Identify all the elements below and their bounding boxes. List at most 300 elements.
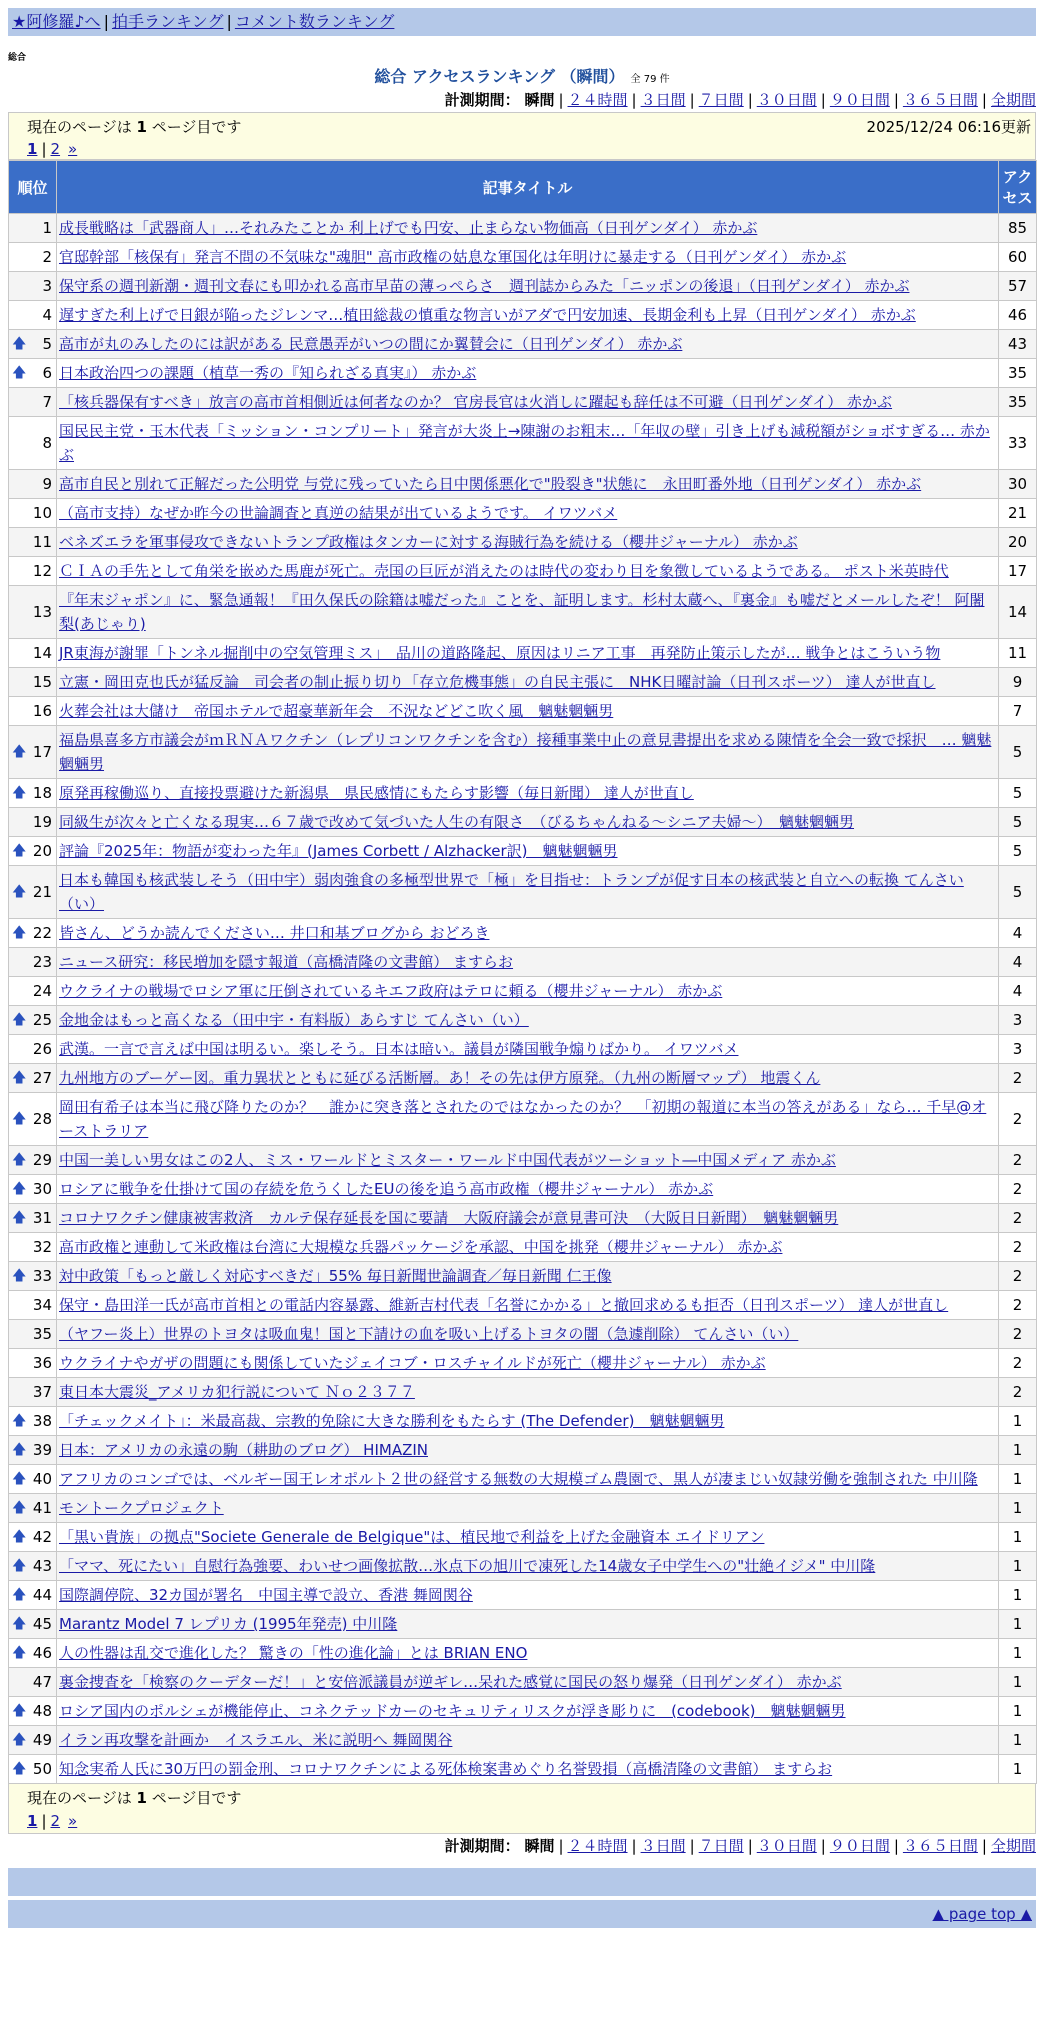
table-row xyxy=(9,726,1037,779)
table-row xyxy=(9,1610,1037,1639)
article-title-link[interactable]: 国民民主党・玉木代表「ミッション・コンプリート」発言が大炎上→陳謝のお粗末…「年収の壁」引き上げも減税額がショボすぎる… 赤かぶ xyxy=(59,422,990,464)
table-row xyxy=(9,1523,1037,1552)
rank-number: 3 xyxy=(42,277,52,295)
rank-number: 19 xyxy=(32,813,52,831)
access-count: 11 xyxy=(999,639,1037,668)
access-count: 2 xyxy=(999,1175,1037,1204)
rank-cell xyxy=(9,808,57,837)
title-cell xyxy=(57,1064,999,1093)
category-label: 総合 xyxy=(8,53,27,63)
article-title-link[interactable]: 評論『2025年：物語が変わった年』(James Corbett / Alzhacker訳) 魑魅魍魎男 xyxy=(59,842,618,860)
access-count: 2 xyxy=(999,1204,1037,1233)
rank-number: 11 xyxy=(32,533,52,551)
rank-number: 47 xyxy=(32,1673,52,1691)
rank-number: 27 xyxy=(32,1069,52,1087)
period-current: 瞬間 xyxy=(524,1837,555,1855)
rank-number: 32 xyxy=(32,1238,52,1256)
title-cell xyxy=(57,1407,999,1436)
table-row xyxy=(9,1064,1037,1093)
rank-up-arrow-icon: 🡅 xyxy=(12,1616,27,1632)
rank-cell xyxy=(9,1494,57,1523)
title-cell xyxy=(57,919,999,948)
article-title-link[interactable]: 人の性器は乱交で進化した？ 驚きの「性の進化論」とは BRIAN ENO xyxy=(59,1644,528,1662)
table-row xyxy=(9,1726,1037,1755)
period-link-7d[interactable]: ７日間 xyxy=(698,91,744,109)
access-count: 2 xyxy=(999,1349,1037,1378)
article-title-link[interactable]: 「ママ、死にたい」自慰行為強要、わいせつ画像拡散…氷点下の旭川で凍死した14歳女子中学生への"壮絶イジメ" 中川隆 xyxy=(59,1557,876,1575)
rank-number: 6 xyxy=(42,364,52,382)
table-row xyxy=(9,1175,1037,1204)
access-count: 57 xyxy=(999,272,1037,301)
title-cell xyxy=(57,1006,999,1035)
header-rank: 順位 xyxy=(9,161,57,214)
period-link-30d[interactable]: ３０日間 xyxy=(756,91,817,109)
access-count: 1 xyxy=(999,1494,1037,1523)
access-count: 1 xyxy=(999,1523,1037,1552)
rank-cell xyxy=(9,1407,57,1436)
period-label: 計測期間： xyxy=(444,91,520,109)
page-top-bar xyxy=(8,1900,1036,1928)
table-row xyxy=(9,557,1037,586)
rank-cell xyxy=(9,726,57,779)
rank-number: 34 xyxy=(32,1296,52,1314)
table-row xyxy=(9,301,1037,330)
nav-link-asyura[interactable]: ★阿修羅♪へ xyxy=(12,12,101,31)
header-title: 記事タイトル xyxy=(57,161,999,214)
article-title-link[interactable]: コロナワクチン健康被害救済 カルテ保存延長を国に要請 大阪府議会が意見書可決 （大阪日日新聞） 魑魅魍魎男 xyxy=(59,1209,839,1227)
period-link-7d[interactable]: ７日間 xyxy=(698,1837,744,1855)
title-cell xyxy=(57,866,999,919)
article-title-link[interactable]: 立憲・岡田克也氏が猛反論 司会者の制止振り切り「存立危機事態」の自民主張に NHK日曜討論（日刊スポーツ） 達人が世直し xyxy=(59,673,936,691)
title-cell xyxy=(57,779,999,808)
access-count: 30 xyxy=(999,470,1037,499)
page-info-top xyxy=(8,112,1036,160)
rank-cell xyxy=(9,1175,57,1204)
pager-top: 1 | 2 » xyxy=(27,140,78,158)
rank-cell xyxy=(9,668,57,697)
title-cell xyxy=(57,470,999,499)
article-title-link[interactable]: 皆さん、どうか読んでください… 井口和基ブログから おどろき xyxy=(59,924,490,942)
rank-cell xyxy=(9,1204,57,1233)
pager-next[interactable]: » xyxy=(68,1812,78,1830)
article-title-link[interactable]: 火葬会社は大儲け 帝国ホテルで超豪華新年会 不況などどこ吹く風 魑魅魍魎男 xyxy=(59,702,614,720)
rank-number: 15 xyxy=(32,673,52,691)
title-cell xyxy=(57,330,999,359)
article-title-link[interactable]: 「チェックメイト」：米最高裁、宗教的免除に大きな勝利をもたらす (The Defender) 魑魅魍魎男 xyxy=(59,1412,725,1430)
table-row xyxy=(9,272,1037,301)
article-title-link[interactable]: 「核兵器保有すべき」放言の高市首相側近は何者なのか？ 官房長官は火消しに躍起も辞任は不可避（日刊ゲンダイ） 赤かぶ xyxy=(59,393,893,411)
table-row xyxy=(9,1697,1037,1726)
table-row xyxy=(9,1755,1037,1784)
access-count: 35 xyxy=(999,388,1037,417)
article-title-link[interactable]: 九州地方のブーゲー図。重力異状とともに延びる活断層。あ！その先は伊方原発。（九州の断層マップ） 地震くん xyxy=(59,1069,821,1087)
article-title-link[interactable]: 遅すぎた利上げで日銀が陥ったジレンマ…植田総裁の慎重な物言いがアダで円安加速、長期金利も上昇（日刊ゲンダイ） 赤かぶ xyxy=(59,306,916,324)
table-row xyxy=(9,697,1037,726)
table-row xyxy=(9,1436,1037,1465)
article-title-link[interactable]: 知念実希人氏に30万円の罰金刑、コロナワクチンによる死体検案書めぐり名誉毀損（高橋清隆の文書館） ますらお xyxy=(59,1760,833,1778)
access-count: 14 xyxy=(999,586,1037,639)
article-title-link[interactable]: ロシア国内のポルシェが機能停止、コネクテッドカーのセキュリティリスクが浮き彫りに (codebook) 魑魅魍魎男 xyxy=(59,1702,846,1720)
article-title-link[interactable]: 日本：アメリカの永遠の駒（耕助のブログ） HIMAZIN xyxy=(59,1441,428,1459)
period-link-90d[interactable]: ９０日間 xyxy=(829,91,890,109)
rank-up-arrow-icon: 🡅 xyxy=(12,785,27,801)
access-count: 4 xyxy=(999,948,1037,977)
pager-page-2[interactable]: 2 xyxy=(50,1812,61,1830)
rank-number: 7 xyxy=(42,393,52,411)
table-row xyxy=(9,1233,1037,1262)
table-row xyxy=(9,668,1037,697)
access-count: 4 xyxy=(999,919,1037,948)
access-count: 1 xyxy=(999,1639,1037,1668)
rank-number: 13 xyxy=(32,603,52,621)
rank-number: 24 xyxy=(32,982,52,1000)
table-row xyxy=(9,1291,1037,1320)
article-title-link[interactable]: 東日本大震災_アメリカ犯行説について Ｎｏ２３７７ xyxy=(59,1383,415,1401)
title-cell xyxy=(57,1378,999,1407)
rank-number: 23 xyxy=(32,953,52,971)
rank-up-arrow-icon: 🡅 xyxy=(12,1558,27,1574)
access-count: 5 xyxy=(999,808,1037,837)
table-row xyxy=(9,1494,1037,1523)
period-link-30d[interactable]: ３０日間 xyxy=(756,1837,817,1855)
rank-up-arrow-icon: 🡅 xyxy=(12,1111,27,1127)
article-title-link[interactable]: （ヤフー炎上）世界のトヨタは吸血鬼！国と下請けの血を吸い上げるトヨタの闇（急遽削除） てんさい（い） xyxy=(59,1325,799,1343)
period-label: 計測期間： xyxy=(444,1837,520,1855)
rank-number: 10 xyxy=(32,504,52,522)
rank-cell xyxy=(9,1006,57,1035)
table-row xyxy=(9,1146,1037,1175)
period-link-365d[interactable]: ３６５日間 xyxy=(902,91,978,109)
table-row xyxy=(9,330,1037,359)
rank-cell xyxy=(9,977,57,1006)
article-title-link[interactable]: 原発再稼働巡り、直接投票避けた新潟県 県民感情にもたらす影響（毎日新聞） 達人が世直し xyxy=(59,784,694,802)
title-cell xyxy=(57,1146,999,1175)
nav-link-comment-ranking[interactable]: コメント数ランキング xyxy=(234,12,395,31)
rank-cell xyxy=(9,919,57,948)
page-top-link[interactable]: ▲ page top ▲ xyxy=(932,1905,1032,1923)
rank-cell xyxy=(9,528,57,557)
period-selector-bottom: 計測期間： 瞬間 | ２４時間 | ３日間 | ７日間 | ３０日間 | ９０日間 | ３６５日間 | 全期間 xyxy=(444,1837,1036,1855)
title-cell xyxy=(57,1093,999,1146)
title-cell xyxy=(57,388,999,417)
table-row xyxy=(9,499,1037,528)
table-row xyxy=(9,388,1037,417)
rank-cell xyxy=(9,586,57,639)
article-title-link[interactable]: 官邸幹部「核保有」発言不問の不気味な"魂胆" 高市政権の姑息な軍国化は年明けに暴走する（日刊ゲンダイ） 赤かぶ xyxy=(59,248,847,266)
access-count: 33 xyxy=(999,417,1037,470)
access-count: 5 xyxy=(999,779,1037,808)
header-access: アクセス xyxy=(999,161,1037,214)
access-count: 1 xyxy=(999,1610,1037,1639)
rank-cell xyxy=(9,1349,57,1378)
nav-link-applause-ranking[interactable]: 拍手ランキング xyxy=(111,12,224,31)
rank-cell xyxy=(9,1552,57,1581)
rank-number: 43 xyxy=(32,1557,52,1575)
rank-up-arrow-icon: 🡅 xyxy=(12,1152,27,1168)
rank-cell xyxy=(9,359,57,388)
rank-cell xyxy=(9,1697,57,1726)
title-cell xyxy=(57,977,999,1006)
table-row xyxy=(9,1407,1037,1436)
table-row xyxy=(9,359,1037,388)
rank-number: 38 xyxy=(32,1412,52,1430)
rank-cell xyxy=(9,499,57,528)
title-cell xyxy=(57,1494,999,1523)
rank-number: 16 xyxy=(32,702,52,720)
rank-number: 30 xyxy=(32,1180,52,1198)
rank-number: 18 xyxy=(32,784,52,802)
rank-cell xyxy=(9,1064,57,1093)
access-count: 1 xyxy=(999,1407,1037,1436)
period-link-365d[interactable]: ３６５日間 xyxy=(902,1837,978,1855)
title-cell xyxy=(57,697,999,726)
page-title-row xyxy=(0,66,1044,88)
period-selector-top: 計測期間： 瞬間 | ２４時間 | ３日間 | ７日間 | ３０日間 | ９０日間 | ３６５日間 | 全期間 xyxy=(444,91,1036,109)
pager-page-1[interactable]: 1 xyxy=(27,140,38,158)
article-title-link[interactable]: 日本も韓国も核武装しそう（田中宇）弱肉強食の多極型世界で「極」を目指せ：トランプが促す日本の核武装と自立への転換 てんさい（い） xyxy=(59,871,964,913)
article-title-link[interactable]: JR東海が謝罪「トンネル掘削中の空気管理ミス」 品川の道路隆起、原因はリニア工事 再発防止策示したが… 戦争とはこういう物 xyxy=(59,644,941,662)
rank-up-arrow-icon: 🡅 xyxy=(12,884,27,900)
title-cell xyxy=(57,301,999,330)
rank-cell xyxy=(9,301,57,330)
access-count: 5 xyxy=(999,837,1037,866)
nav-separator: | xyxy=(103,12,109,31)
table-row xyxy=(9,1378,1037,1407)
rank-number: 49 xyxy=(32,1731,52,1749)
article-title-link[interactable]: Marantz Model 7 レプリカ (1995年発売) 中川隆 xyxy=(59,1615,398,1633)
article-title-link[interactable]: 高市が丸のみしたのには訳がある 民意愚弄がいつの間にか翼賛会に（日刊ゲンダイ） 赤かぶ xyxy=(59,335,683,353)
access-count: 2 xyxy=(999,1262,1037,1291)
rank-cell xyxy=(9,1726,57,1755)
table-row xyxy=(9,1320,1037,1349)
access-count: 2 xyxy=(999,1093,1037,1146)
rank-cell xyxy=(9,1035,57,1064)
rank-number: 50 xyxy=(32,1760,52,1778)
article-title-link[interactable]: 成長戦略は「武器商人」…それみたことか 利上げでも円安、止まらない物価高（日刊ゲンダイ） 赤かぶ xyxy=(59,219,758,237)
updated-timestamp: 2025/12/24 06:16更新 xyxy=(866,118,1031,136)
rank-number: 36 xyxy=(32,1354,52,1372)
rank-up-arrow-icon: 🡅 xyxy=(12,925,27,941)
article-title-link[interactable]: 岡田有希子は本当に飛び降りたのか？ 誰かに突き落とされたのではなかったのか？ 「初期の報道に本当の答えがある」なら… 千早@オーストラリア xyxy=(59,1098,987,1140)
rank-up-arrow-icon: 🡅 xyxy=(12,1413,27,1429)
table-row xyxy=(9,808,1037,837)
rank-cell xyxy=(9,1291,57,1320)
table-row xyxy=(9,243,1037,272)
rank-cell xyxy=(9,1610,57,1639)
access-count: 5 xyxy=(999,866,1037,919)
article-title-link[interactable]: 高市政権と連動して米政権は台湾に大規模な兵器パッケージを承認、中国を挑発（櫻井ジャーナル） 赤かぶ xyxy=(59,1238,783,1256)
table-row xyxy=(9,417,1037,470)
current-page-text: 現在のページは 1 ページ目です xyxy=(27,118,242,136)
pager-next[interactable]: » xyxy=(68,140,78,158)
rank-cell xyxy=(9,1262,57,1291)
pager-bottom: 1 | 2 » xyxy=(27,1812,78,1830)
table-row xyxy=(9,586,1037,639)
title-cell xyxy=(57,499,999,528)
article-title-link[interactable]: ウクライナやガザの問題にも関係していたジェイコブ・ロスチャイルドが死亡（櫻井ジャーナル） 赤かぶ xyxy=(59,1354,766,1372)
title-cell xyxy=(57,1035,999,1064)
article-title-link[interactable]: 武漢。一言で言えば中国は明るい。楽しそう。日本は暗い。議員が隣国戦争煽りばかり。 イワツバメ xyxy=(59,1040,739,1058)
period-link-3d[interactable]: ３日間 xyxy=(640,91,686,109)
access-count: 2 xyxy=(999,1320,1037,1349)
rank-cell xyxy=(9,837,57,866)
rank-cell xyxy=(9,639,57,668)
rank-number: 14 xyxy=(32,644,52,662)
rank-cell xyxy=(9,1436,57,1465)
rank-up-arrow-icon: 🡅 xyxy=(12,1732,27,1748)
period-link-24h[interactable]: ２４時間 xyxy=(567,91,628,109)
rank-up-arrow-icon: 🡅 xyxy=(12,1181,27,1197)
article-title-link[interactable]: ニュース研究：移民増加を隠す報道（高橋清隆の文書館） ますらお xyxy=(59,953,514,971)
rank-up-arrow-icon: 🡅 xyxy=(12,1703,27,1719)
article-title-link[interactable]: 高市自民と別れて正解だった公明党 与党に残っていたら日中関係悪化で"股裂き"状態に 永田町番外地（日刊ゲンダイ） 赤かぶ xyxy=(59,475,922,493)
rank-up-arrow-icon: 🡅 xyxy=(12,1500,27,1516)
table-row xyxy=(9,1262,1037,1291)
title-cell xyxy=(57,1349,999,1378)
bottom-bar xyxy=(8,1868,1036,1896)
rank-cell xyxy=(9,1233,57,1262)
rank-cell xyxy=(9,1465,57,1494)
title-cell xyxy=(57,1523,999,1552)
article-title-link[interactable]: ロシアに戦争を仕掛けて国の存続を危うくしたEUの後を追う高市政権（櫻井ジャーナル） 赤かぶ xyxy=(59,1180,714,1198)
rank-cell xyxy=(9,470,57,499)
rank-cell xyxy=(9,214,57,243)
rank-number: 25 xyxy=(32,1011,52,1029)
title-cell xyxy=(57,1233,999,1262)
article-title-link[interactable]: 同級生が次々と亡くなる現実…６７歳で改めて気づいた人生の有限さ （びるちゃんねる～シニア夫婦～） 魑魅魍魎男 xyxy=(59,813,855,831)
title-cell xyxy=(57,1204,999,1233)
rank-up-arrow-icon: 🡅 xyxy=(12,1761,27,1777)
access-count: 35 xyxy=(999,359,1037,388)
page-title: 総合 アクセスランキング （瞬間） xyxy=(374,67,625,86)
article-title-link[interactable]: イラン再攻撃を計画か イスラエル、米に説明へ 舞岡関谷 xyxy=(59,1731,453,1749)
rank-cell xyxy=(9,1523,57,1552)
rank-number: 17 xyxy=(32,743,52,761)
rank-number: 37 xyxy=(32,1383,52,1401)
table-row xyxy=(9,528,1037,557)
access-count: 2 xyxy=(999,1064,1037,1093)
access-count: 1 xyxy=(999,1755,1037,1784)
table-row xyxy=(9,919,1037,948)
access-count: 3 xyxy=(999,1035,1037,1064)
rank-number: 26 xyxy=(32,1040,52,1058)
access-count: 1 xyxy=(999,1697,1037,1726)
article-title-link[interactable]: 中国一美しい男女はこの2人、ミス・ワールドとミスター・ワールド中国代表がツーショット―中国メディア 赤かぶ xyxy=(59,1151,836,1169)
access-count: 2 xyxy=(999,1291,1037,1320)
rank-number: 1 xyxy=(42,219,52,237)
title-cell xyxy=(57,1639,999,1668)
table-row xyxy=(9,1639,1037,1668)
item-count: 全 79 件 xyxy=(630,74,670,85)
title-cell xyxy=(57,1581,999,1610)
rank-number: 31 xyxy=(32,1209,52,1227)
title-cell xyxy=(57,417,999,470)
article-title-link[interactable]: 国際調停院、32カ国が署名 中国主導で設立、香港 舞岡関谷 xyxy=(59,1586,473,1604)
period-link-all[interactable]: 全期間 xyxy=(990,91,1036,109)
title-cell xyxy=(57,1668,999,1697)
access-count: 1 xyxy=(999,1581,1037,1610)
access-count: 1 xyxy=(999,1465,1037,1494)
access-count: 17 xyxy=(999,557,1037,586)
article-title-link[interactable]: （高市支持）なぜか昨今の世論調査と真逆の結果が出ているようです。 イワツバメ xyxy=(59,504,618,522)
article-title-link[interactable]: ＣＩＡの手先として角栄を嵌めた馬鹿が死亡。売国の巨匠が消えたのは時代の変わり目を象徴しているようである。 ポスト米英時代 xyxy=(59,562,949,580)
rank-up-arrow-icon: 🡅 xyxy=(12,1210,27,1226)
article-title-link[interactable]: ベネズエラを軍事侵攻できないトランプ政権はタンカーに対する海賊行為を続ける（櫻井ジャーナル） 赤かぶ xyxy=(59,533,798,551)
article-title-link[interactable]: 「黒い貴族」の拠点"Societe Generale de Belgique"は、植民地で利益を上げた金融資本 エイドリアン xyxy=(59,1528,765,1546)
table-row xyxy=(9,837,1037,866)
article-title-link[interactable]: 保守系の週刊新潮・週刊文春にも叩かれる高市早苗の薄っぺらさ 週刊誌からみた「ニッポンの後退」（日刊ゲンダイ） 赤かぶ xyxy=(59,277,910,295)
rank-number: 22 xyxy=(32,924,52,942)
rank-number: 41 xyxy=(32,1499,52,1517)
period-link-90d[interactable]: ９０日間 xyxy=(829,1837,890,1855)
top-nav xyxy=(8,8,1036,36)
access-count: 21 xyxy=(999,499,1037,528)
access-count: 9 xyxy=(999,668,1037,697)
table-row xyxy=(9,214,1037,243)
article-title-link[interactable]: アフリカのコンゴでは、ベルギー国王レオポルト２世の経営する無数の大規模ゴム農園で、黒人が凄まじい奴隷労働を強制された 中川隆 xyxy=(59,1470,978,1488)
period-link-all[interactable]: 全期間 xyxy=(990,1837,1036,1855)
title-cell xyxy=(57,1436,999,1465)
table-row xyxy=(9,1668,1037,1697)
table-row xyxy=(9,866,1037,919)
title-cell xyxy=(57,586,999,639)
rank-number: 46 xyxy=(32,1644,52,1662)
rank-cell xyxy=(9,417,57,470)
rank-cell xyxy=(9,1668,57,1697)
table-row xyxy=(9,977,1037,1006)
table-row xyxy=(9,1093,1037,1146)
rank-cell xyxy=(9,1093,57,1146)
pager-page-2[interactable]: 2 xyxy=(50,140,61,158)
period-link-24h[interactable]: ２４時間 xyxy=(567,1837,628,1855)
title-cell xyxy=(57,808,999,837)
rank-number: 21 xyxy=(32,883,52,901)
title-cell xyxy=(57,557,999,586)
table-row xyxy=(9,470,1037,499)
article-title-link[interactable]: 裏金捜査を「検察のクーデターだ！」と安倍派議員が逆ギレ…呆れた感覚に国民の怒り爆発（日刊ゲンダイ） 赤かぶ xyxy=(59,1673,842,1691)
article-title-link[interactable]: 福島県喜多方市議会がｍＲＮＡワクチン（レプリコンワクチンを含む）接種事業中止の意見書提出を求める陳情を全会一致で採択 … 魑魅魍魎男 xyxy=(59,731,992,773)
rank-up-arrow-icon: 🡅 xyxy=(12,365,27,381)
title-cell xyxy=(57,837,999,866)
title-cell xyxy=(57,1320,999,1349)
article-title-link[interactable]: 保守・島田洋一氏が高市首相との電話内容暴露、維新吉村代表「名誉にかかる」と撤回求めるも拒否（日刊スポーツ） 達人が世直し xyxy=(59,1296,949,1314)
title-cell xyxy=(57,1291,999,1320)
rank-number: 29 xyxy=(32,1151,52,1169)
pager-page-1[interactable]: 1 xyxy=(27,1812,38,1830)
article-title-link[interactable]: 対中政策「もっと厳しく対応すべきだ」55% 毎日新聞世論調査／毎日新聞 仁王像 xyxy=(59,1267,612,1285)
ranking-body xyxy=(9,214,1037,1784)
title-cell xyxy=(57,1552,999,1581)
article-title-link[interactable]: ウクライナの戦場でロシア軍に圧倒されているキエフ政府はテロに頼る（櫻井ジャーナル） 赤かぶ xyxy=(59,982,723,1000)
table-row xyxy=(9,1035,1037,1064)
period-link-3d[interactable]: ３日間 xyxy=(640,1837,686,1855)
rank-up-arrow-icon: 🡅 xyxy=(12,1070,27,1086)
rank-cell xyxy=(9,1320,57,1349)
rank-cell xyxy=(9,948,57,977)
title-cell xyxy=(57,528,999,557)
access-count: 60 xyxy=(999,243,1037,272)
article-title-link[interactable]: 日本政治四つの課題（植草一秀の『知られざる真実』） 赤かぶ xyxy=(59,364,477,382)
article-title-link[interactable]: 金地金はもっと高くなる（田中宇・有料版）あらすじ てんさい（い） xyxy=(59,1011,529,1029)
rank-up-arrow-icon: 🡅 xyxy=(12,1529,27,1545)
rank-cell xyxy=(9,697,57,726)
rank-cell xyxy=(9,1639,57,1668)
article-title-link[interactable]: モントークプロジェクト xyxy=(59,1499,224,1517)
article-title-link[interactable]: 『年末ジャポン』に、緊急通報！『田久保氏の除籍は嘘だった』ことを、証明します。杉村太蔵へ、『裏金』も嘘だとメールしたぞ！ 阿闍梨(あじゃり) xyxy=(59,591,985,633)
access-count: 2 xyxy=(999,1233,1037,1262)
rank-number: 5 xyxy=(42,335,52,353)
title-cell xyxy=(57,1465,999,1494)
